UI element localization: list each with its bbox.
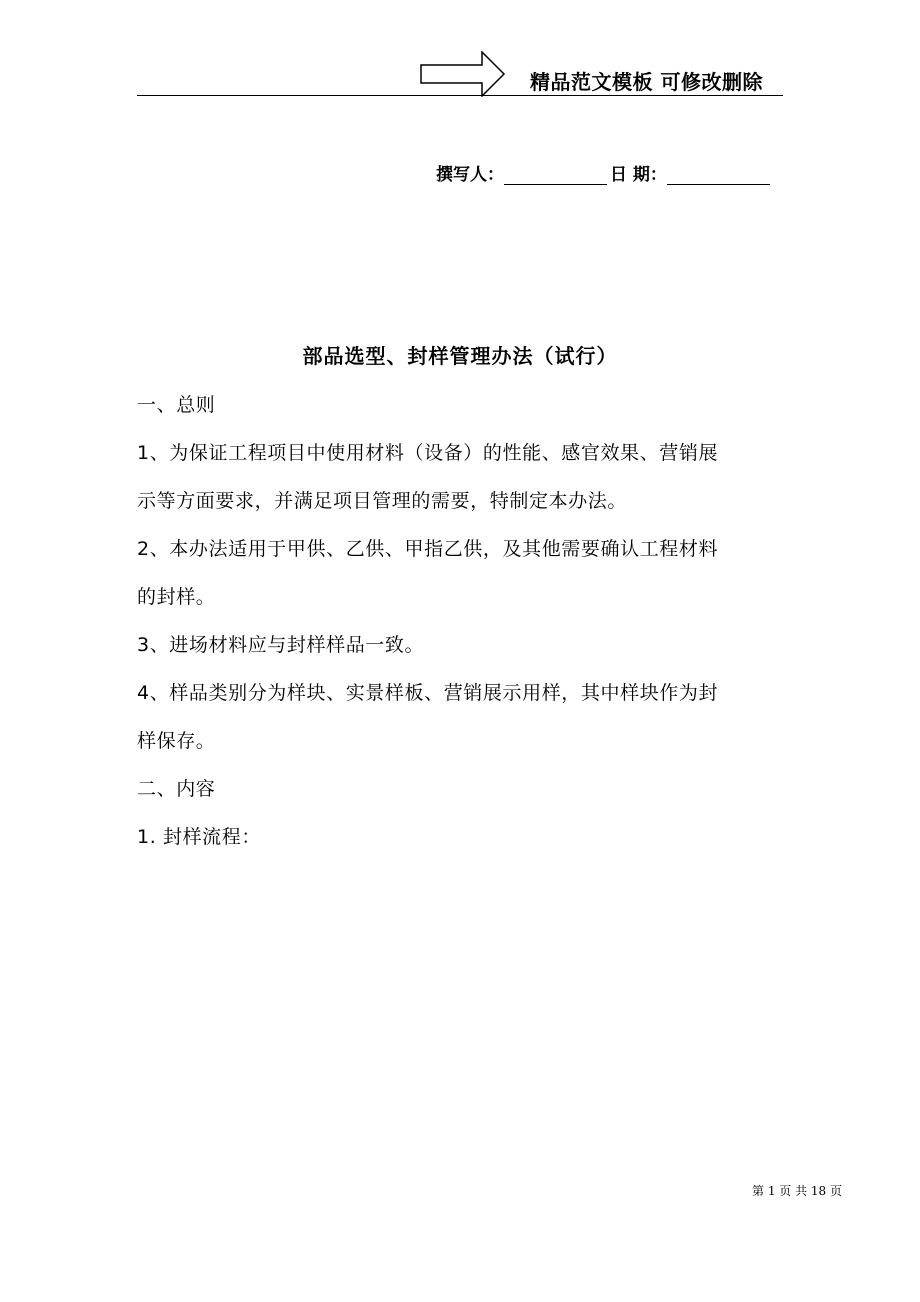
- section-heading-general: 一、总则: [137, 394, 216, 416]
- paragraph-line: 4、样品类别分为样块、实景样板、营销展示用样，其中样块作为封: [137, 682, 719, 704]
- paragraph-line: 2、本办法适用于甲供、乙供、甲指乙供，及其他需要确认工程材料: [137, 538, 719, 560]
- paragraph-line: 示等方面要求，并满足项目管理的需要，特制定本办法。: [137, 490, 628, 512]
- document-title: 部品选型、封样管理办法（试行）: [302, 344, 618, 368]
- date-blank: [667, 164, 770, 185]
- page-number-footer: 第 1 页 共 18 页: [752, 1184, 842, 1198]
- author-label: 撰写人：: [436, 165, 504, 185]
- paragraph-line: 1、为保证工程项目中使用材料（设备）的性能、感官效果、营销展: [137, 442, 719, 464]
- author-date-line: [436, 160, 770, 185]
- paragraph-line: 1. 封样流程：: [137, 826, 261, 848]
- section-heading-content: 二、内容: [137, 778, 216, 800]
- header-banner-text: 精品范文模板 可修改删除: [530, 70, 763, 94]
- date-label: 日 期：: [610, 165, 667, 185]
- paragraph-line: 样保存。: [137, 730, 216, 752]
- author-blank: [504, 164, 607, 185]
- header-divider: [137, 95, 783, 96]
- paragraph-line: 3、进场材料应与封样样品一致。: [137, 634, 425, 656]
- paragraph-line: 的封样。: [137, 586, 216, 608]
- arrow-icon: [420, 51, 506, 97]
